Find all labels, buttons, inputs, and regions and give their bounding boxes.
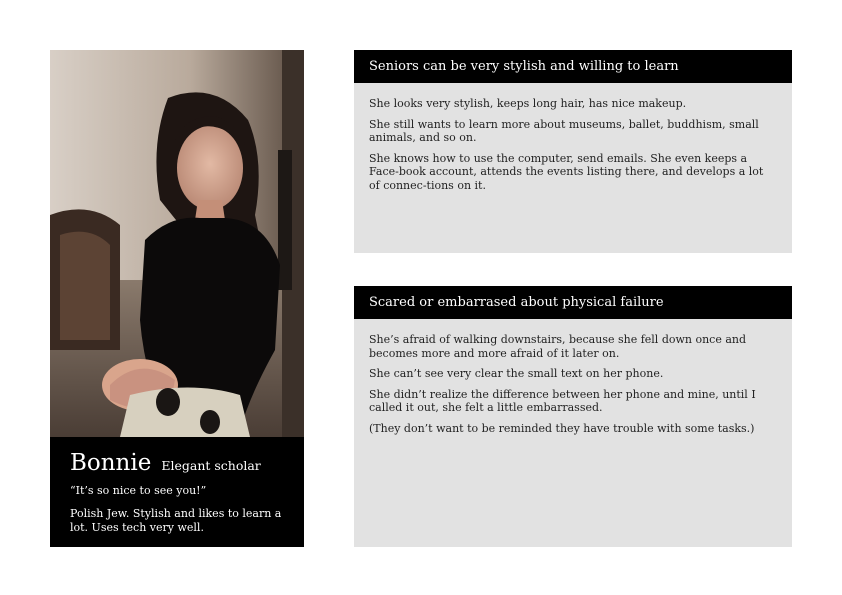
insight-card-title: Seniors can be very stylish and willing to learn bbox=[354, 50, 792, 83]
insight-paragraph: She knows how to use the computer, send emails. She even keeps a Face-book account, attends the events listing there, and develops a lot of connec-tions on it. bbox=[369, 151, 764, 192]
insight-paragraph: She’s afraid of walking downstairs, because she fell down once and becomes more and more afraid of it later on. bbox=[369, 333, 747, 360]
persona-role: Elegant scholar bbox=[161, 458, 261, 473]
insight-card-body bbox=[354, 83, 792, 192]
insight-card-physical-failure bbox=[354, 286, 792, 547]
persona-card bbox=[50, 50, 304, 547]
persona-caption bbox=[50, 437, 304, 547]
persona-name-row bbox=[70, 449, 284, 477]
persona-photo bbox=[50, 50, 304, 437]
persona-name: Bonnie bbox=[70, 450, 152, 476]
insight-paragraph: She looks very stylish, keeps long hair, has nice makeup. bbox=[369, 97, 687, 110]
insight-card-body bbox=[354, 319, 792, 435]
insight-paragraph: She still wants to learn more about museums, ballet, buddhism, small animals, and so on. bbox=[369, 117, 759, 144]
insight-paragraph: She didn’t realize the difference between her phone and mine, until I called it out, she felt a little embarrassed. bbox=[369, 387, 756, 414]
persona-bio: Polish Jew. Stylish and likes to learn a lot. Uses tech very well. bbox=[70, 507, 282, 534]
insight-paragraph: She can’t see very clear the small text on her phone. bbox=[369, 367, 664, 380]
persona-quote: “It’s so nice to see you!” bbox=[70, 484, 207, 497]
insight-card-title: Scared or embarrased about physical failure bbox=[354, 286, 792, 319]
insight-paragraph: (They don’t want to be reminded they have trouble with some tasks.) bbox=[369, 421, 755, 435]
insight-card-stylish bbox=[354, 50, 792, 253]
